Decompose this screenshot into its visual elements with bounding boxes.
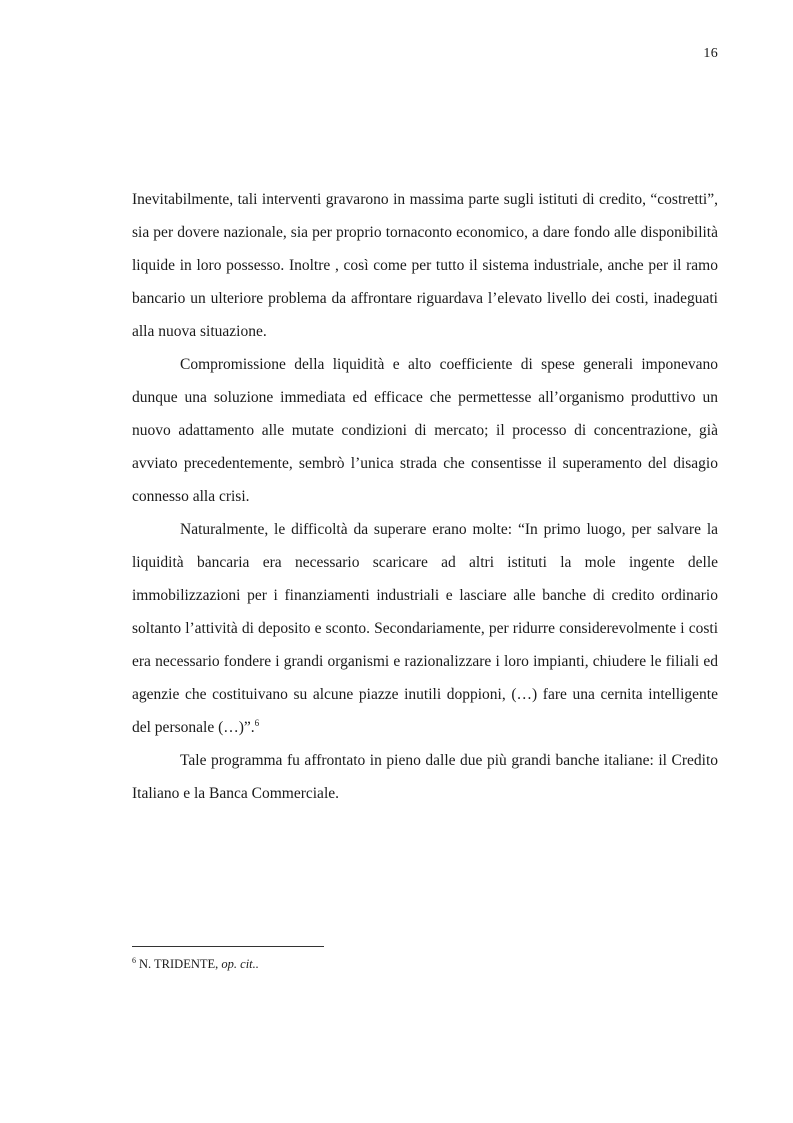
- footnote-marker: 6: [132, 955, 136, 965]
- footnote-citation: op. cit..: [221, 957, 259, 971]
- paragraph: Inevitabilmente, tali interventi gravarono in massima parte sugli istituti di credito, “costretti”, sia per dovere nazionale, sia per proprio tornaconto economico, a dare fondo alle disponibilità liquide in loro possesso. Inoltre , così come per tutto il sistema industriale, anche per il ramo bancario un ulteriore problema da affrontare riguardava l’elevato livello dei costi, inadeguati alla nuova situazione.: [132, 191, 718, 340]
- paragraph: Compromissione della liquidità e alto coefficiente di spese generali imponevano dunque una soluzione immediata ed efficace che permettesse all’organismo produttivo un nuovo adattamento alle mutate condizioni di mercato; il processo di concentrazione, già avviato precedentemente, sembrò l’unica strada che consentisse il superamento del disagio connesso alla crisi.: [132, 356, 718, 505]
- body-text: [132, 183, 718, 810]
- footnote-reference[interactable]: 6: [254, 717, 260, 728]
- paragraph-text: Naturalmente, le difficoltà da superare erano molte: “In primo luogo, per salvare la liquidità bancaria era necessario scaricare ad altri istituti la mole ingente delle immobilizzazioni per i finanziamenti industriali e lasciare alle banche di credito ordinario soltanto l’attività di deposito e sconto. Secondariamente, per ridurre considerevolmente i costi era necessario fondere i grandi organismi e razionalizzare i loro impianti, chiudere le filiali ed agenzie che costituivano su alcune piazze inutili doppioni, (…) fare una cernita intelligente del personale (…)”.: [132, 521, 718, 736]
- paragraph: Tale programma fu affrontato in pieno dalle due più grandi banche italiane: il Credito Italiano e la Banca Commerciale.: [132, 752, 718, 802]
- footnote-author: N. TRIDENTE,: [139, 957, 219, 971]
- footnote: [132, 956, 718, 972]
- paragraph: [132, 513, 718, 744]
- footnote-rule: [132, 946, 324, 947]
- page-number: 16: [703, 46, 718, 61]
